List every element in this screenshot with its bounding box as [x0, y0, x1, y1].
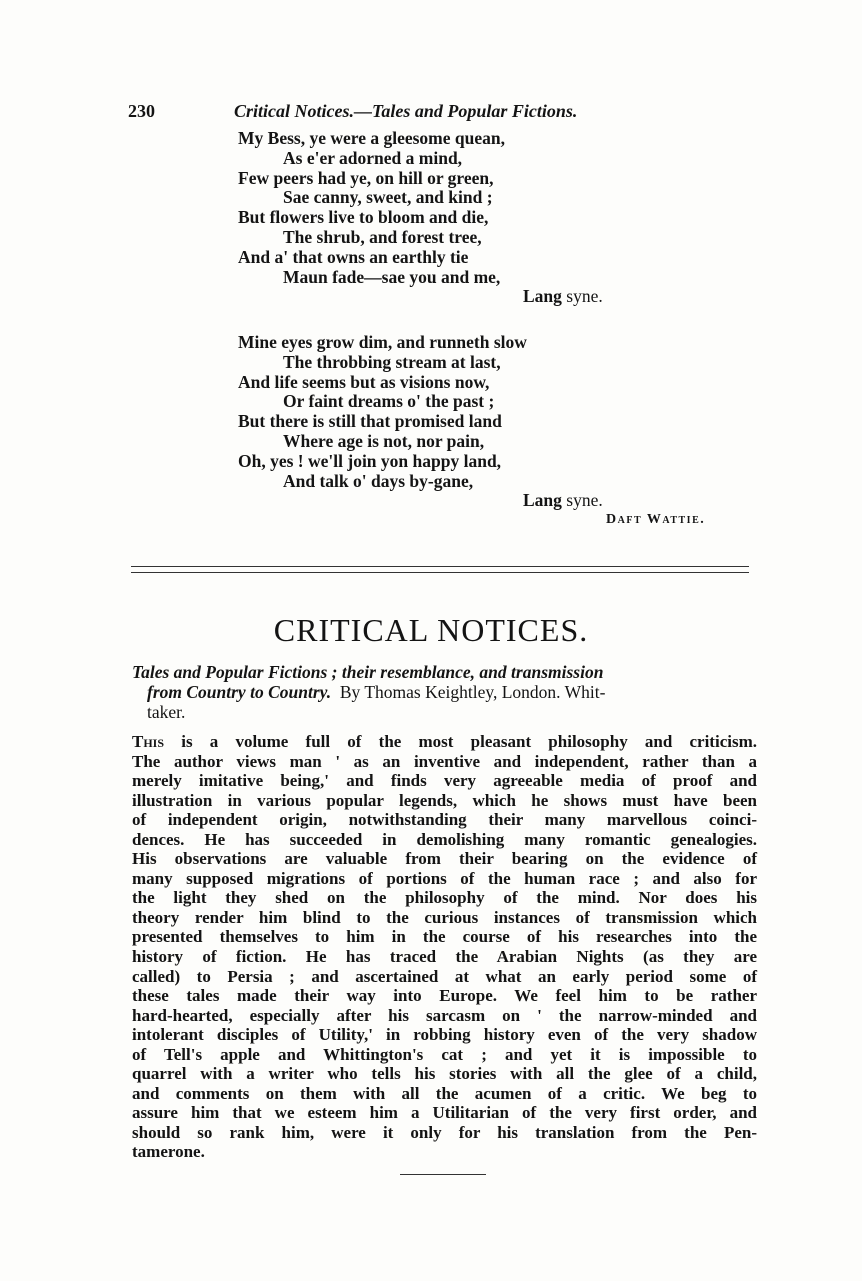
body-line: history of fiction. He has traced the Arabian Nights (as they are: [132, 947, 757, 967]
body-line: assure him that we esteem him a Utilitarian of the very first order, and: [132, 1103, 757, 1123]
end-rule: [400, 1174, 486, 1175]
poem-line: But there is still that promised land: [238, 411, 502, 432]
poem-line: As e'er adorned a mind,: [283, 147, 463, 168]
page-header: [128, 101, 668, 125]
book-title-cont-line: [132, 682, 757, 702]
poem-line: Sae canny, sweet, and kind ;: [283, 187, 493, 208]
body-line: dences. He has succeeded in demolishing many romantic genealogies.: [132, 829, 757, 849]
section-title: CRITICAL NOTICES.: [273, 612, 589, 648]
book-byline: By Thomas Keightley, London. Whit-: [339, 682, 606, 702]
body-line: of independent origin, notwithstanding their many marvellous coinci-: [132, 810, 757, 830]
running-title: Critical Notices.—Tales and Popular Fictions.: [234, 101, 578, 121]
body-line: should so rank him, were it only for his translation from the Pen-: [132, 1122, 757, 1142]
refrain-syne: syne.: [561, 490, 603, 511]
poem-line: Few peers had ye, on hill or green,: [238, 167, 494, 188]
body-line: illustration in various popular legends, which he shows must have been: [132, 790, 757, 810]
refrain-lang: Lang: [523, 490, 562, 511]
review-body: [132, 732, 757, 1162]
body-line: of Tell's apple and Whittington's cat ; and yet it is impossible to: [132, 1044, 757, 1064]
poem-line: Maun fade—sae you and me,: [283, 266, 501, 287]
body-line: many supposed migrations of portions of the human race ; and also for: [132, 868, 757, 888]
body-line: The author views man ' as an inventive and independent, rather than a: [132, 751, 757, 771]
body-line: merely imitative being,' and finds very agreeable media of proof and: [132, 771, 757, 791]
poem-line: Oh, yes ! we'll join yon happy land,: [238, 450, 502, 471]
poem-signature: Daft Wattie.: [606, 512, 706, 527]
poem-refrain: [238, 287, 603, 307]
poem-refrain: [238, 491, 603, 511]
body-line: presented themselves to him in the course of his researches into the: [132, 927, 757, 947]
poem-stanza-1: [238, 129, 603, 307]
refrain-lang: Lang: [523, 286, 562, 307]
poem-line: The shrub, and forest tree,: [283, 226, 482, 247]
poem-line: But flowers live to bloom and die,: [238, 207, 489, 228]
book-title: Tales and Popular Fictions ; their resemblance, and transmission: [132, 662, 604, 682]
poem-line: And life seems but as visions now,: [238, 371, 490, 392]
body-line-text: is a volume full of the most pleasant philosophy and criticism.: [164, 732, 757, 751]
poem-line: And talk o' days by-gane,: [283, 470, 474, 491]
poem-line: Mine eyes grow dim, and runneth slow: [238, 332, 527, 352]
poem-line: The throbbing stream at last,: [283, 351, 501, 372]
body-line: tamerone.: [132, 1142, 205, 1162]
body-line: intolerant disciples of Utility,' in robbing history even of the very shadow: [132, 1025, 757, 1045]
refrain-syne: syne.: [561, 286, 603, 307]
body-line: called) to Persia ; and ascertained at what an early period some of: [132, 966, 757, 986]
body-line: quarrel with a writer who tells his stories with all the glee of a child,: [132, 1064, 757, 1084]
poem-line: Or faint dreams o' the past ;: [283, 391, 495, 412]
body-line: His observations are valuable from their bearing on the evidence of: [132, 849, 757, 869]
body-line: [132, 732, 757, 752]
body-line: hard-hearted, especially after his sarcasm on ' the narrow-minded and: [132, 1005, 757, 1025]
body-line: and comments on them with all the acumen of a critic. We beg to: [132, 1083, 757, 1103]
body-line: these tales made their way into Europe. We feel him to be rather: [132, 986, 757, 1006]
body-line: the light they shed on the philosophy of the mind. Nor does his: [132, 888, 757, 908]
poem-line: And a' that owns an earthly tie: [238, 246, 469, 267]
body-first-word: This: [132, 732, 165, 751]
section-divider: [131, 566, 749, 573]
book-publisher: taker.: [147, 702, 186, 722]
body-line: theory render him blind to the curious instances of transmission which: [132, 907, 757, 927]
book-title-cont: from Country to Country.: [147, 682, 332, 702]
poem-stanza-2: [238, 333, 603, 511]
poem-line: My Bess, ye were a gleesome quean,: [238, 128, 505, 148]
poem-line: Where age is not, nor pain,: [283, 430, 485, 451]
page-number: 230: [128, 101, 155, 121]
book-heading: [132, 662, 757, 722]
